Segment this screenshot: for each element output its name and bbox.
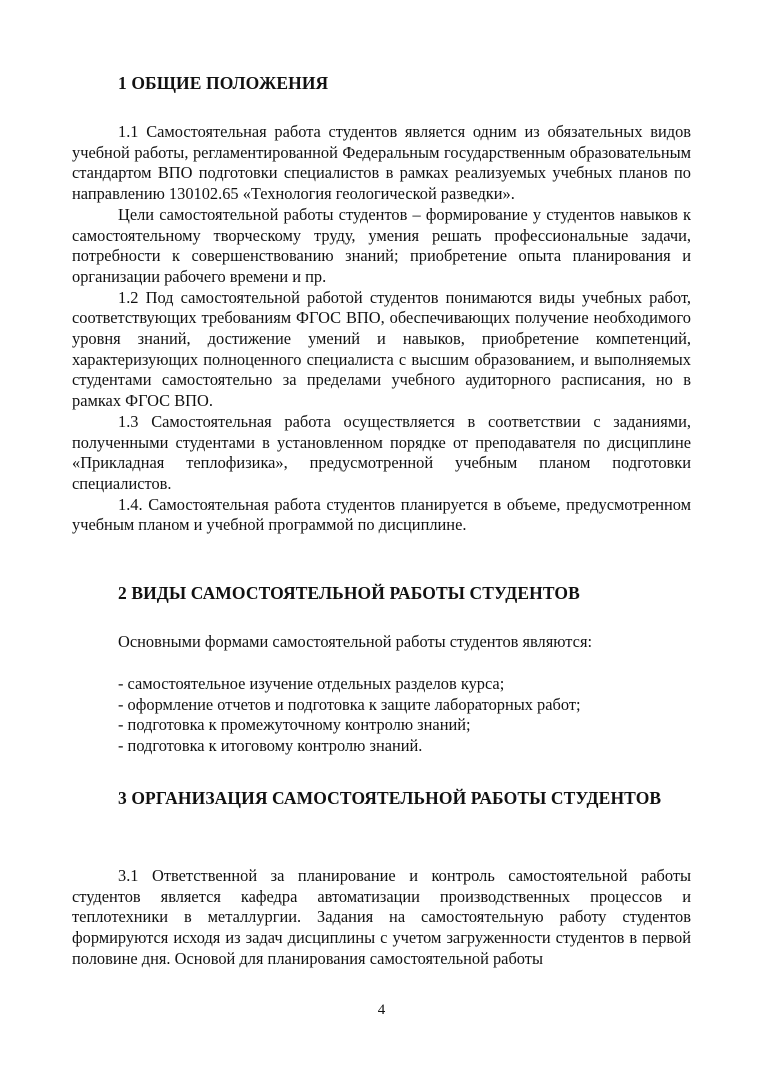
paragraph: 1.3 Самостоятельная работа осуществляется в соответствии с заданиями, полученными студентами в установленном порядке от преподавателя по дисциплине «Прикладная теплофизика», предусмотренной учебным планом подготовки специалистов. <box>72 411 691 493</box>
paragraph: 1.1 Самостоятельная работа студентов является одним из обязательных видов учебной работы, регламентированной Федеральным государственным образовательным стандартом ВПО подготовки специалистов в рамках реализуемых учебных планов по направлению 130102.65 «Технология геологической разведки». <box>72 122 691 204</box>
section-3-body <box>72 866 691 970</box>
list-item: - подготовка к промежуточному контролю знаний; <box>118 715 471 735</box>
list-item: - самостоятельное изучение отдельных разделов курса; <box>118 674 505 693</box>
paragraph: 3.1 Ответственной за планирование и контроль самостоятельной работы студентов является кафедра автоматизации производственных процессов и теплотехники в металлургии. Задания на самостоятельную работу студентов формируются исходя из задач дисциплины с учетом загруженности студентов в первой половине дня. Основой для планирования самостоятельной работы <box>72 866 691 968</box>
section-1-heading: 1 ОБЩИЕ ПОЛОЖЕНИЯ <box>118 73 329 93</box>
section-2-list <box>118 674 581 757</box>
section-2-heading: 2 ВИДЫ САМОСТОЯТЕЛЬНОЙ РАБОТЫ СТУДЕНТОВ <box>118 583 580 603</box>
page-number: 4 <box>377 1002 386 1018</box>
section-3-heading: 3 ОРГАНИЗАЦИЯ САМОСТОЯТЕЛЬНОЙ РАБОТЫ СТУДЕНТОВ <box>118 788 662 808</box>
document-page <box>72 0 691 1080</box>
paragraph: 1.4. Самостоятельная работа студентов планируется в объеме, предусмотренном учебным планом и учебной программой по дисциплине. <box>72 494 691 535</box>
list-item: - подготовка к итоговому контролю знаний. <box>118 736 423 756</box>
section-1-body <box>72 122 691 536</box>
section-2-intro: Основными формами самостоятельной работы студентов являются: <box>118 632 593 651</box>
paragraph: Цели самостоятельной работы студентов – формирование у студентов навыков к самостоятельному творческому труду, умения решать профессиональные задачи, потребности к совершенствованию знаний; приобретение опыта планирования и организации рабочего времени и пр. <box>72 204 691 286</box>
list-item: - оформление отчетов и подготовка к защите лабораторных работ; <box>118 694 581 714</box>
paragraph: 1.2 Под самостоятельной работой студентов понимаются виды учебных работ, соответствующих требованиям ФГОС ВПО, обеспечивающих получение необходимого уровня знаний, достижение умений и навыков, приобретение компетенций, характеризующих полноценного специалиста с высшим образованием, и выполняемых студентами самостоятельно за пределами учебного аудиторного расписания, но в рамках ФГОС ВПО. <box>72 287 691 411</box>
